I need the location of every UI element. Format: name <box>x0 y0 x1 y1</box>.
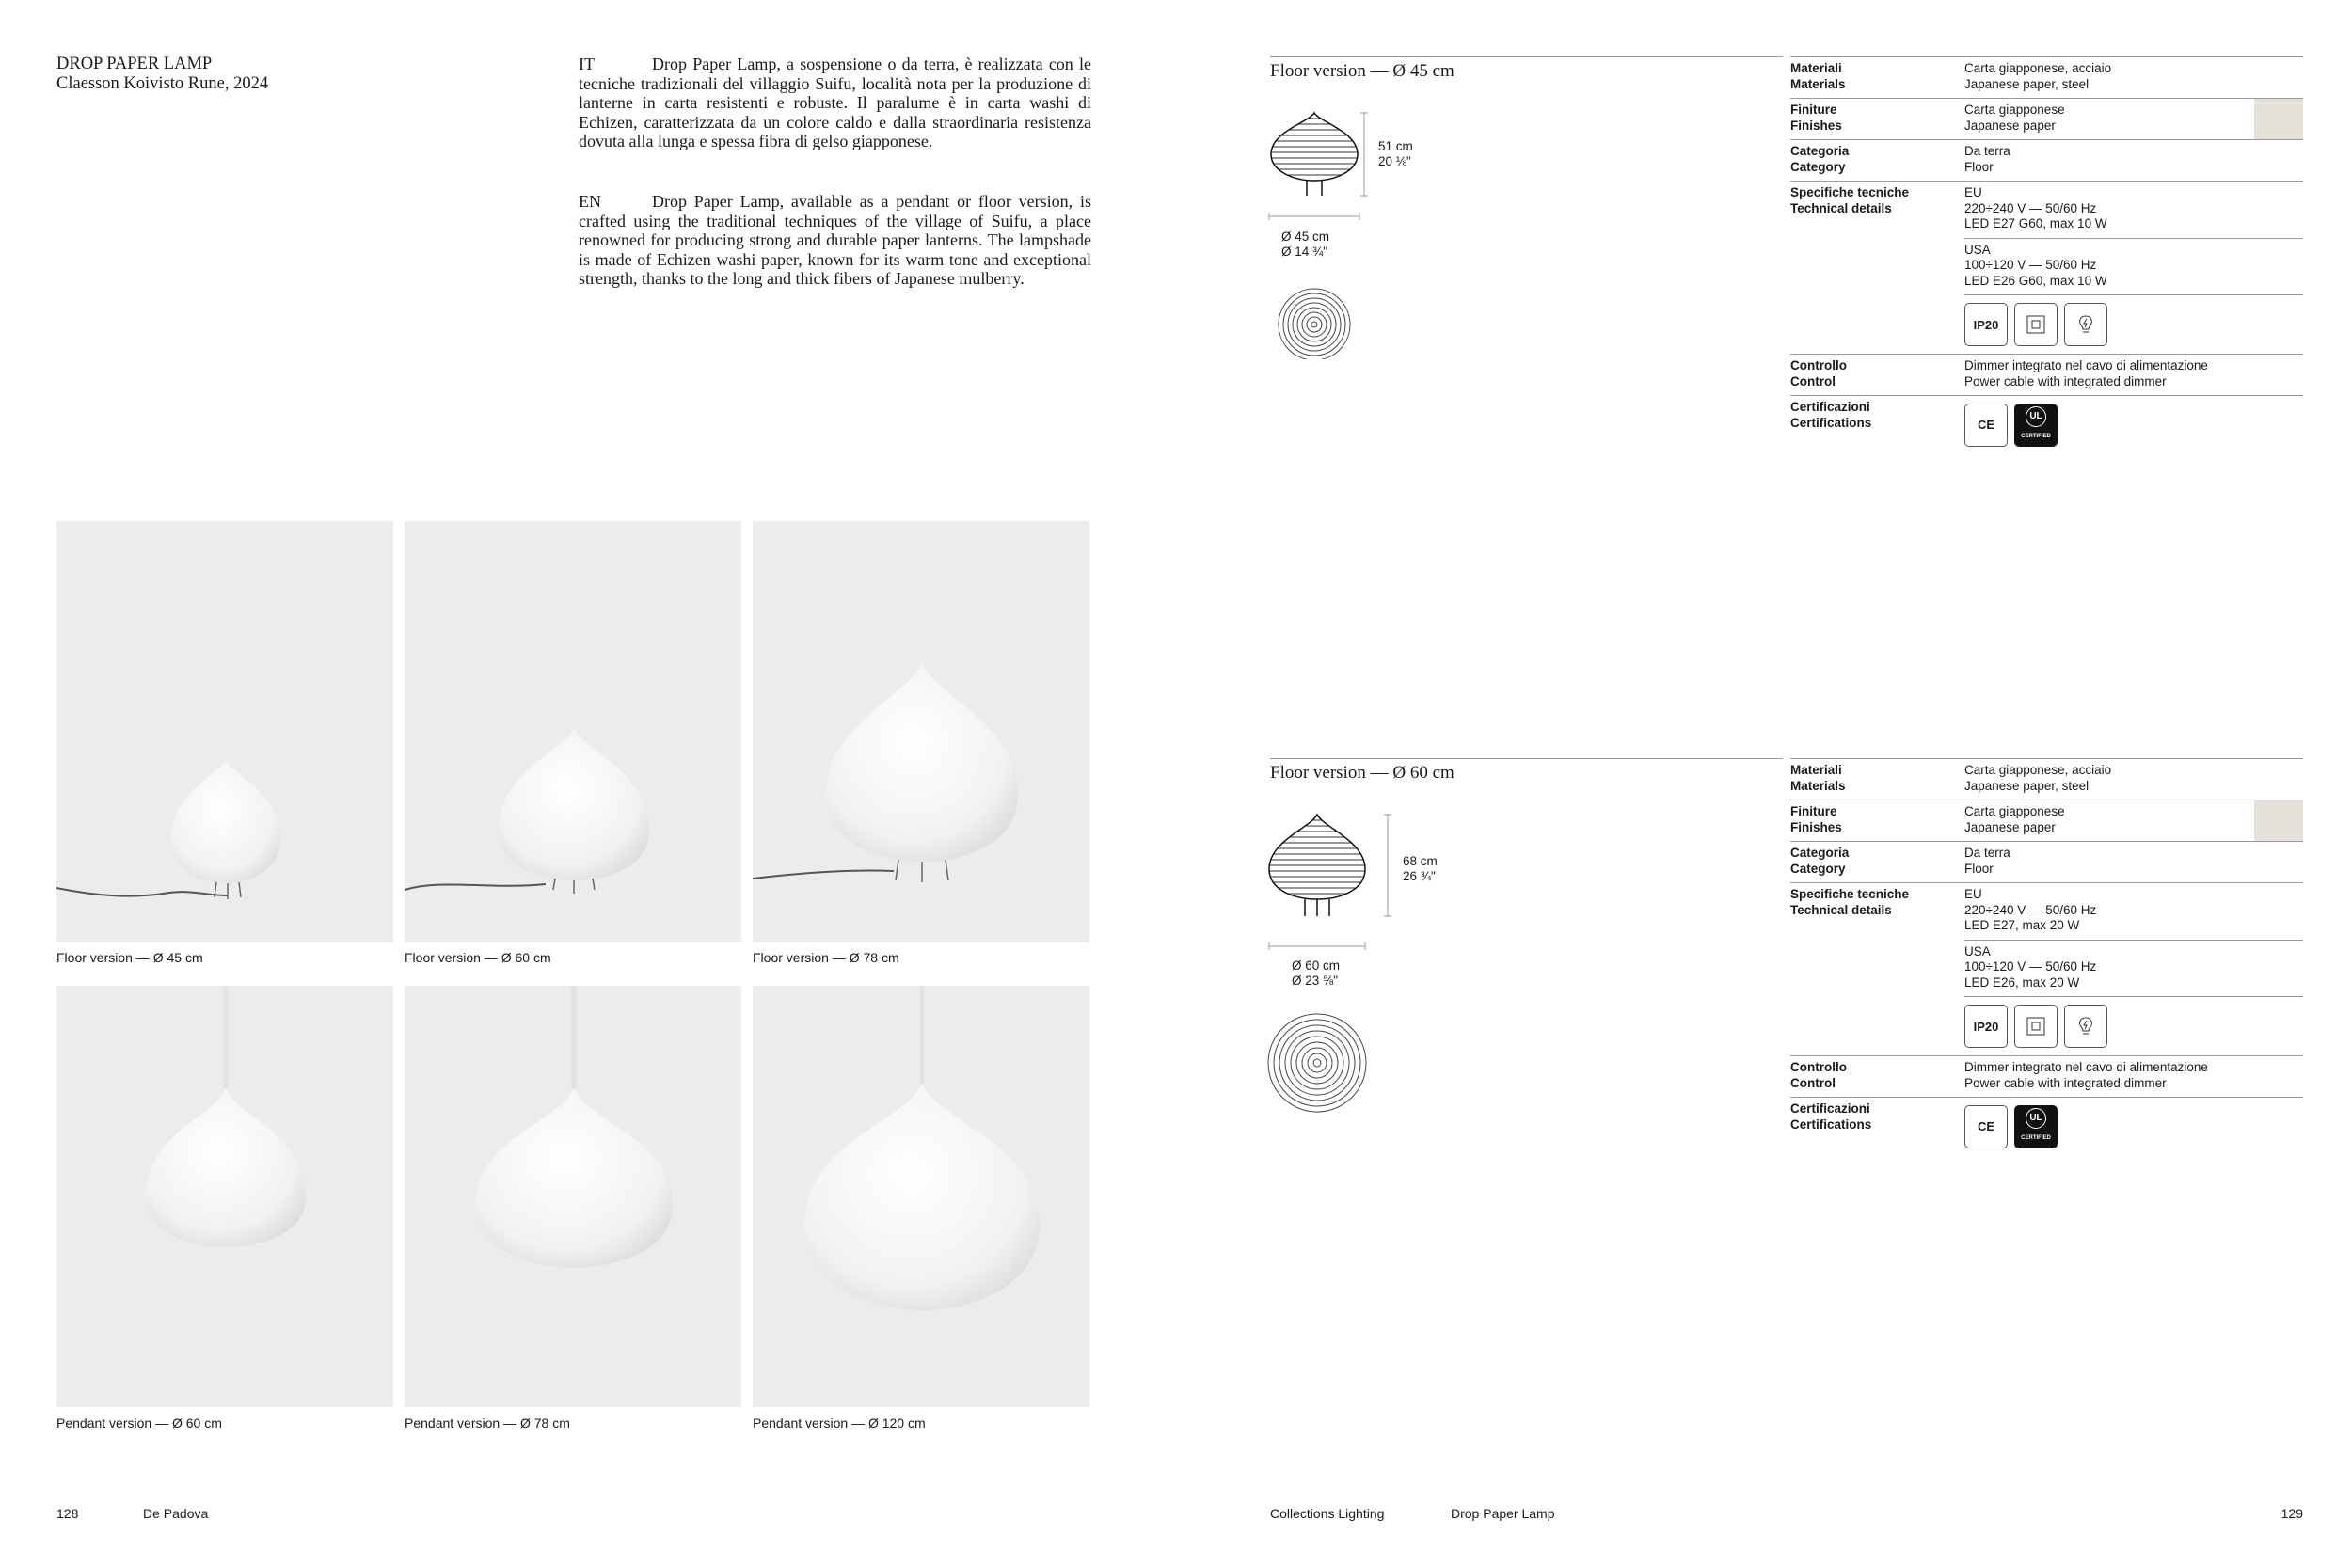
label-certificazioni: Certificazioni <box>1790 1101 1870 1116</box>
finishes-it: Carta giapponese <box>1964 804 2065 818</box>
spec-row-category <box>1790 841 2303 882</box>
photo-pendant-60 <box>56 986 393 1407</box>
product2-height-cm: 68 cm <box>1403 854 1438 868</box>
class-ii-icon <box>2014 303 2058 346</box>
label-technical: Technical details <box>1790 902 1892 917</box>
photo-pendant-120 <box>753 986 1089 1407</box>
finishes-en: Japanese paper <box>1964 118 2056 133</box>
spec-row-technical-usa <box>1964 238 2303 295</box>
label-materiali: Materiali <box>1790 763 1842 777</box>
caption-pendant-120: Pendant version — Ø 120 cm <box>753 1416 926 1431</box>
description-it-text: Drop Paper Lamp, a sospensione o da terra, è realizzata con le tecniche tradizionali del villaggio Suifu, località nota per la produzione di lanterne in carta resistenti e robuste. Il paralume è in carta washi di Echizen, caratterizzata da un colore caldo e dalla straordinaria resistenza dovuta alla lunga e spessa fibra di gelso giapponese. <box>579 55 1091 151</box>
spec-row-control <box>1790 1055 2303 1097</box>
ul-certified-icon <box>2014 1105 2058 1148</box>
category-en: Floor <box>1964 159 1994 174</box>
ul-logo-text: UL <box>2026 1108 2046 1129</box>
pendant-lamp-60-image <box>56 986 393 1407</box>
product2-title: Floor version — Ø 60 cm <box>1270 758 1783 784</box>
pendant-lamp-120-image <box>753 986 1089 1407</box>
product1-spec-table <box>1790 56 2303 454</box>
label-finishes: Finishes <box>1790 819 1842 834</box>
footer-product: Drop Paper Lamp <box>1451 1506 1555 1521</box>
spec-row-technical-eu <box>1790 181 2303 238</box>
label-categoria: Categoria <box>1790 144 1850 158</box>
materials-it: Carta giapponese, acciaio <box>1964 61 2112 75</box>
usa-title: USA <box>1964 943 1991 958</box>
control-it: Dimmer integrato nel cavo di alimentazione <box>1964 358 2208 372</box>
usa-bulb: LED E26, max 20 W <box>1964 974 2080 990</box>
materials-it: Carta giapponese, acciaio <box>1964 763 2112 777</box>
eu-bulb: LED E27, max 20 W <box>1964 918 2080 932</box>
category-it: Da terra <box>1964 144 2010 158</box>
usa-voltage: 100÷120 V — 50/60 Hz <box>1964 258 2097 272</box>
label-certifications: Certifications <box>1790 1117 1872 1132</box>
label-materials: Materials <box>1790 76 1846 91</box>
label-category: Category <box>1790 861 1846 876</box>
product2-diameter <box>1292 958 1340 989</box>
description-it <box>579 55 1091 151</box>
description-en-text: Drop Paper Lamp, available as a pendant or floor version, is crafted using the traditional techniques of the village of Suifu, a place renowned for producing strong and durable paper lanterns. The lampshade is made of Echizen washi paper, known for its warm tone and exceptional strength, thanks to the long and thick fibers of Japanese mulberry. <box>579 192 1091 289</box>
caption-pendant-60: Pendant version — Ø 60 cm <box>56 1416 222 1431</box>
label-finiture: Finiture <box>1790 103 1837 117</box>
label-category: Category <box>1790 159 1846 174</box>
label-control: Control <box>1790 373 1836 388</box>
spec-row-certifications <box>1790 395 2303 454</box>
label-certifications: Certifications <box>1790 415 1872 430</box>
label-controllo: Controllo <box>1790 358 1847 372</box>
brand-name: De Padova <box>143 1506 209 1521</box>
label-finishes: Finishes <box>1790 118 1842 133</box>
caption-floor-60: Floor version — Ø 60 cm <box>405 950 551 965</box>
label-materiali: Materiali <box>1790 61 1842 75</box>
caption-floor-45: Floor version — Ø 45 cm <box>56 950 203 965</box>
product1-height-in: 20 ⅛" <box>1378 154 1411 168</box>
spec-row-technical-eu <box>1790 882 2303 940</box>
eu-title: EU <box>1964 185 1982 199</box>
spec-row-category <box>1790 139 2303 181</box>
finishes-en: Japanese paper <box>1964 819 2056 834</box>
control-en: Power cable with integrated dimmer <box>1964 1075 2167 1090</box>
usa-bulb: LED E26 G60, max 10 W <box>1964 273 2107 288</box>
spec-row-finishes <box>1790 98 2303 139</box>
label-certificazioni: Certificazioni <box>1790 400 1870 414</box>
spec-row-icons <box>1964 996 2303 1055</box>
floor-lamp-45-image <box>56 521 393 942</box>
usa-title: USA <box>1964 242 1991 257</box>
label-finiture: Finiture <box>1790 804 1837 818</box>
label-controllo: Controllo <box>1790 1060 1847 1074</box>
product2-spec-table <box>1790 758 2303 1156</box>
eu-title: EU <box>1964 887 1982 901</box>
finishes-it: Carta giapponese <box>1964 103 2065 117</box>
product2-diam-in: Ø 23 ⅝" <box>1292 974 1339 988</box>
spec-row-technical-usa <box>1964 940 2303 997</box>
materials-en: Japanese paper, steel <box>1964 76 2090 91</box>
page-number-left: 128 <box>56 1506 79 1521</box>
pendant-lamp-78-image <box>405 986 741 1407</box>
caption-floor-78: Floor version — Ø 78 cm <box>753 950 899 965</box>
label-technical: Technical details <box>1790 200 1892 215</box>
spec-row-finishes <box>1790 800 2303 841</box>
spec-row-certifications <box>1790 1097 2303 1156</box>
spec-row-icons <box>1964 294 2303 354</box>
product1-height-cm: 51 cm <box>1378 139 1413 153</box>
ul-certified-text: CERTIFIED <box>2021 433 2051 439</box>
footer-section: Collections Lighting <box>1270 1506 1385 1521</box>
eu-voltage: 220÷240 V — 50/60 Hz <box>1964 902 2097 917</box>
class-ii-icon <box>2014 1005 2058 1048</box>
ce-mark-icon: CE <box>1964 404 2008 447</box>
ul-logo-text: UL <box>2026 406 2046 427</box>
product2-height <box>1403 854 1438 884</box>
dimmable-bulb-icon <box>2064 303 2107 346</box>
control-en: Power cable with integrated dimmer <box>1964 373 2167 388</box>
product2-diam-cm: Ø 60 cm <box>1292 958 1341 973</box>
ip20-badge: IP20 <box>1964 303 2008 346</box>
label-specifiche: Specifiche tecniche <box>1790 185 1910 199</box>
page-number-right: 129 <box>2280 1506 2303 1521</box>
finish-swatch <box>2254 800 2303 841</box>
photo-floor-78 <box>753 521 1089 942</box>
label-materials: Materials <box>1790 778 1846 793</box>
description-en <box>579 192 1091 289</box>
label-control: Control <box>1790 1075 1836 1090</box>
category-it: Da terra <box>1964 846 2010 860</box>
spec-row-materials <box>1790 56 2303 98</box>
product-name: DROP PAPER LAMP <box>56 55 213 73</box>
product2-top-view <box>1268 1014 1366 1112</box>
ul-certified-icon <box>2014 404 2058 447</box>
spec-row-materials <box>1790 758 2303 800</box>
usa-voltage: 100÷120 V — 50/60 Hz <box>1964 959 2097 974</box>
materials-en: Japanese paper, steel <box>1964 778 2090 793</box>
eu-bulb: LED E27 G60, max 10 W <box>1964 216 2107 230</box>
photo-floor-45 <box>56 521 393 942</box>
lang-code-it: IT <box>579 55 595 73</box>
product1-height <box>1378 139 1413 169</box>
spec-row-control <box>1790 354 2303 395</box>
photo-pendant-78 <box>405 986 741 1407</box>
floor-lamp-78-image <box>753 521 1089 942</box>
designer-line: Claesson Koivisto Rune, 2024 <box>56 74 269 93</box>
product1-title: Floor version — Ø 45 cm <box>1270 56 1783 82</box>
product2-height-in: 26 ¾" <box>1403 869 1436 883</box>
ce-mark-icon: CE <box>1964 1105 2008 1148</box>
product1-top-view <box>1279 289 1350 359</box>
lang-code-en: EN <box>579 192 601 211</box>
dimmable-bulb-icon <box>2064 1005 2107 1048</box>
label-categoria: Categoria <box>1790 846 1850 860</box>
product1-diameter <box>1281 230 1329 260</box>
photo-floor-60 <box>405 521 741 942</box>
product-heading <box>56 55 268 94</box>
floor-lamp-60-image <box>405 521 741 942</box>
control-it: Dimmer integrato nel cavo di alimentazione <box>1964 1060 2208 1074</box>
product1-diam-cm: Ø 45 cm <box>1281 230 1330 244</box>
label-specifiche: Specifiche tecniche <box>1790 887 1910 901</box>
product1-diam-in: Ø 14 ¾" <box>1281 245 1328 259</box>
ul-certified-text: CERTIFIED <box>2021 1134 2051 1141</box>
category-en: Floor <box>1964 861 1994 876</box>
caption-pendant-78: Pendant version — Ø 78 cm <box>405 1416 570 1431</box>
finish-swatch <box>2254 99 2303 139</box>
ip20-badge: IP20 <box>1964 1005 2008 1048</box>
eu-voltage: 220÷240 V — 50/60 Hz <box>1964 200 2097 215</box>
